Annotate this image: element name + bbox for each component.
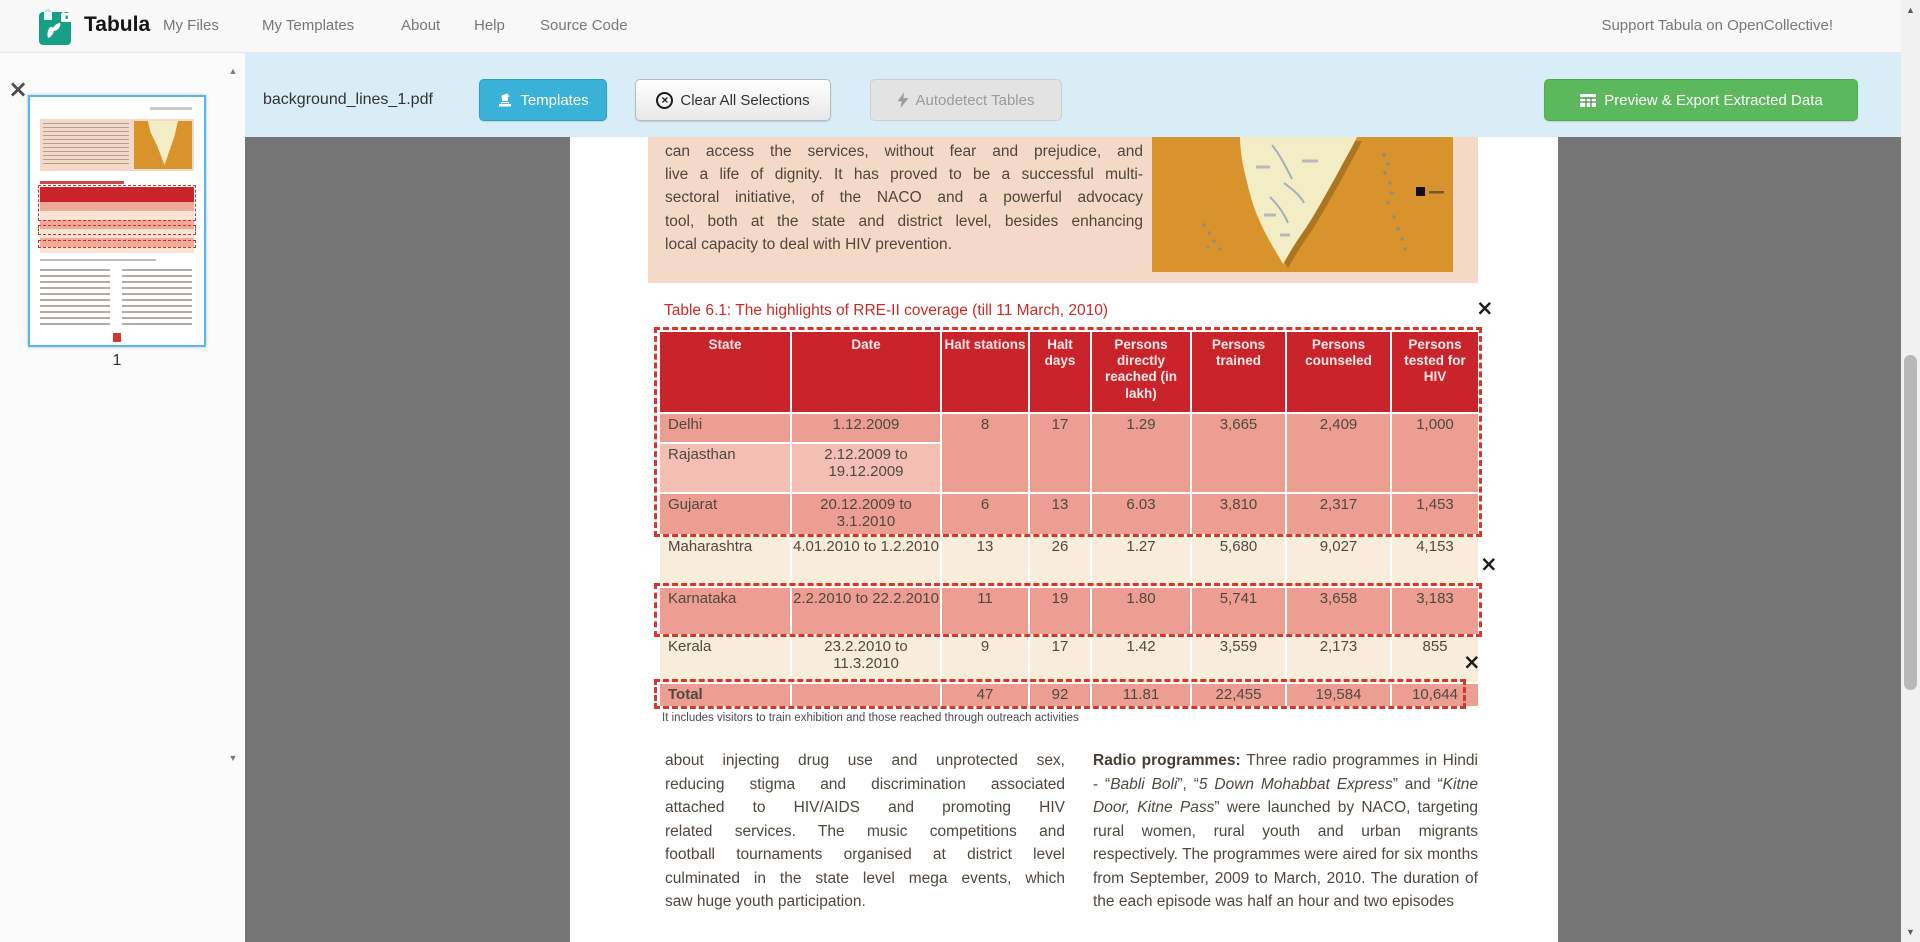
circle-x-icon: × (656, 92, 673, 109)
india-map-image (1152, 137, 1453, 272)
export-button-label: Preview & Export Extracted Data (1604, 91, 1823, 109)
thumb-selection-1 (38, 185, 196, 221)
preview-export-button[interactable] (1544, 79, 1858, 121)
thumb-header-text (150, 107, 192, 110)
scrollbar-down-icon[interactable]: ▼ (1906, 927, 1915, 937)
top-navbar (0, 0, 1901, 53)
table-row: Karnataka 2.2.2010 to 22.2.2010 11 19 1.80 5,741 3,658 3,183 (659, 587, 1479, 635)
nav-help[interactable]: Help (474, 17, 505, 34)
table-row: Delhi 1.12.2009 8 17 1.29 3,665 2,409 1,000 (659, 413, 1479, 443)
templates-button[interactable] (479, 79, 607, 121)
table-selection-2[interactable] (654, 583, 1482, 637)
thumb-intro-block (40, 119, 194, 171)
pdf-page[interactable] (570, 137, 1558, 942)
templates-button-label: Templates (520, 91, 589, 109)
table-row: Kerala 23.2.2010 to 11.3.2010 9 17 1.42 3,559 2,173 855 (659, 635, 1479, 683)
table-row: Maharashtra 4.01.2010 to 1.2.2010 13 26 1.27 5,680 9,027 4,153 (659, 535, 1479, 587)
thumb-selection-2 (38, 225, 196, 235)
sidebar-scroll-up-icon[interactable]: ▲ (228, 66, 238, 76)
table-total-row: Total 47 92 11.81 22,455 19,584 10,644 (659, 683, 1479, 707)
tabula-logo-icon[interactable] (38, 8, 76, 46)
page-1-thumbnail[interactable] (28, 95, 206, 347)
autodetect-button-label: Autodetect Tables (915, 91, 1035, 109)
support-link[interactable]: Support Tabula on OpenCollective! (1601, 17, 1833, 34)
thumb-map (134, 121, 192, 169)
page-thumbnails-sidebar (0, 53, 245, 942)
document-toolbar (245, 53, 1901, 137)
lightning-icon (898, 92, 909, 108)
nav-source-code[interactable]: Source Code (540, 17, 628, 34)
pdf-viewer-area (245, 137, 1901, 942)
intro-paragraph: can access the services, without fear and prejudice, and live a life of dignity. It has proved to be a successful multi- sectoral initiative, of the NACO and a powerful advocacy tool, both at the state and district level, besides enhancing local capacity to deal with HIV prevention. (665, 143, 1143, 253)
nav-about[interactable]: About (401, 17, 441, 34)
sidebar-scroll-down-icon[interactable]: ▼ (228, 753, 238, 763)
nav-my-files[interactable]: My Files (163, 17, 219, 34)
nav-my-templates[interactable]: My Templates (262, 17, 355, 34)
table-selection-1[interactable] (654, 327, 1482, 537)
table-footnote: It includes visitors to train exhibition and those reached through outreach activities (662, 712, 1079, 724)
table-row: Rajasthan 2.12.2009 to 19.12.2009 (659, 443, 1479, 493)
open-filename: background_lines_1.pdf (263, 91, 433, 108)
remove-file-icon[interactable]: × (8, 75, 29, 103)
table-caption: Table 6.1: The highlights of RRE-II coverage (till 11 March, 2010) (664, 302, 1108, 319)
table-selection-3[interactable] (654, 679, 1466, 709)
map-legend-swatch (1416, 187, 1425, 196)
table-header-row: State Date Halt stations Halt days Persons directly reached (in lakh) Persons trained Persons counseled Persons tested for HIV (659, 331, 1479, 413)
right-text-column: Radio programmes: Three radio programmes in Hindi - “Babli Boli”, “5 Down Mohabbat Express” and “Kitne Door, Kitne Pass” were launched by NACO, targeting rural women, rural youth and urban migrants respectively. The programmes were aired for six months from September, 2009 to March, 2010. The duration of the each episode was half an hour and two episodes (1093, 752, 1478, 910)
app-title: Tabula (84, 13, 151, 36)
clear-button-label: Clear All Selections (680, 91, 810, 109)
thumb-selection-3 (38, 240, 196, 248)
selection-2-close-icon[interactable]: × (1480, 552, 1498, 576)
thumb-table-title (40, 181, 124, 184)
scrollbar-up-icon[interactable]: ▲ (1906, 5, 1915, 15)
template-icon (497, 92, 513, 108)
thumbnail-page-number: 1 (112, 352, 122, 369)
window-scrollbar[interactable] (1901, 0, 1920, 942)
left-text-column: about injecting drug use and unprotected sex, reducing stigma and discrimination associated attached to HIV/AIDS and promoting HIV related services. The music competitions and football tournaments organised at district level culminated in the state level mega events, which saw huge youth participation. (665, 752, 1065, 910)
table-row: Gujarat 20.12.2009 to 3.1.2010 6 13 6.03 3,810 2,317 1,453 (659, 493, 1479, 535)
autodetect-tables-button-disabled (870, 79, 1062, 121)
scrollbar-thumb[interactable] (1904, 355, 1917, 690)
clear-all-selections-button[interactable] (635, 79, 831, 121)
selection-1-close-icon[interactable]: × (1476, 296, 1494, 320)
selection-3-close-icon[interactable]: × (1463, 650, 1481, 674)
table-icon (1579, 93, 1597, 108)
